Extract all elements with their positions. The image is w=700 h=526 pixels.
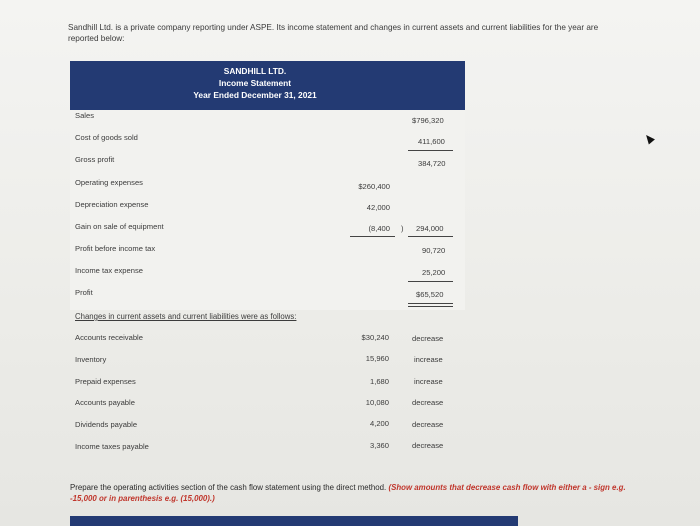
row-inner-gain-equipment: (8,400 xyxy=(368,224,390,233)
change-direction-inventory: increase xyxy=(414,355,443,364)
change-direction-dividends-payable: decrease xyxy=(412,420,444,429)
row-outer-sales: $796,320 xyxy=(412,116,444,125)
row-inner-depreciation: 42,000 xyxy=(366,203,390,212)
underline-income-tax xyxy=(408,281,453,282)
row-label-sales: Sales xyxy=(75,111,94,120)
change-direction-income-taxes-payable: decrease xyxy=(412,441,444,450)
change-label-income-taxes-payable: Income taxes payable xyxy=(75,442,149,451)
row-outer-profit-before-tax: 90,720 xyxy=(422,246,446,255)
change-amount-prepaid-expenses: 1,680 xyxy=(369,377,389,386)
changes-heading: Changes in current assets and current liabilities were as follows: xyxy=(75,312,297,321)
answer-panel-header[interactable] xyxy=(70,516,518,526)
change-direction-accounts-receivable: decrease xyxy=(412,334,444,343)
mouse-pointer-icon xyxy=(643,132,655,144)
change-label-inventory: Inventory xyxy=(75,355,107,364)
change-label-prepaid-expenses: Prepaid expenses xyxy=(75,377,136,386)
row-outer-profit: $65,520 xyxy=(416,290,444,299)
intro-text: Sandhill Ltd. is a private company reporting under ASPE. Its income statement and changes in current assets and current liabilities for the year are reported below: xyxy=(68,23,599,43)
company-name: SANDHILL LTD. xyxy=(223,66,287,76)
row-inner-operating-expenses: $260,400 xyxy=(358,182,390,191)
instructions-main: Prepare the operating activities section of the cash flow statement using the direct method. xyxy=(70,483,389,492)
statement-period: Year Ended December 31, 2021 xyxy=(193,90,317,100)
change-amount-dividends-payable: 4,200 xyxy=(369,419,389,428)
row-label-gain-equipment: Gain on sale of equipment xyxy=(75,222,164,231)
change-amount-accounts-receivable: $30,240 xyxy=(361,333,389,342)
change-direction-prepaid-expenses: increase xyxy=(414,377,443,386)
row-label-profit-before-tax: Profit before income tax xyxy=(75,244,156,253)
double-underline-profit-2 xyxy=(408,306,453,307)
instructions-note: (Show amounts that decrease cash flow with either a - sign e.g. -15,000 or in parenthesis e.g. (15,000).) xyxy=(70,483,626,503)
statement-header xyxy=(70,61,465,110)
row-label-depreciation: Depreciation expense xyxy=(75,200,149,209)
underline-gain-equipment xyxy=(350,236,395,237)
change-label-dividends-payable: Dividends payable xyxy=(75,420,138,429)
row-label-gross-profit: Gross profit xyxy=(75,155,115,164)
row-label-operating-expenses: Operating expenses xyxy=(75,178,143,187)
change-label-accounts-payable: Accounts payable xyxy=(75,398,135,407)
row-outer-gross-profit: 384,720 xyxy=(418,159,446,168)
row-paren-gain-equipment: ) xyxy=(401,224,404,233)
change-amount-inventory: 15,960 xyxy=(365,354,389,363)
change-direction-accounts-payable: decrease xyxy=(412,398,444,407)
change-label-accounts-receivable: Accounts receivable xyxy=(75,333,143,342)
underline-expenses-total xyxy=(408,236,453,237)
underline-cogs xyxy=(408,150,453,151)
change-amount-accounts-payable: 10,080 xyxy=(365,398,389,407)
double-underline-profit-1 xyxy=(408,303,453,304)
row-label-cogs: Cost of goods sold xyxy=(75,133,138,142)
row-outer-gain-equipment: 294,000 xyxy=(416,224,444,233)
instructions-text xyxy=(70,483,630,504)
change-amount-income-taxes-payable: 3,360 xyxy=(369,441,389,450)
statement-title: Income Statement xyxy=(218,78,292,88)
row-label-income-tax: Income tax expense xyxy=(75,266,143,275)
row-label-profit: Profit xyxy=(75,288,93,297)
row-outer-income-tax: 25,200 xyxy=(422,268,446,277)
row-outer-cogs: 411,600 xyxy=(418,137,445,146)
